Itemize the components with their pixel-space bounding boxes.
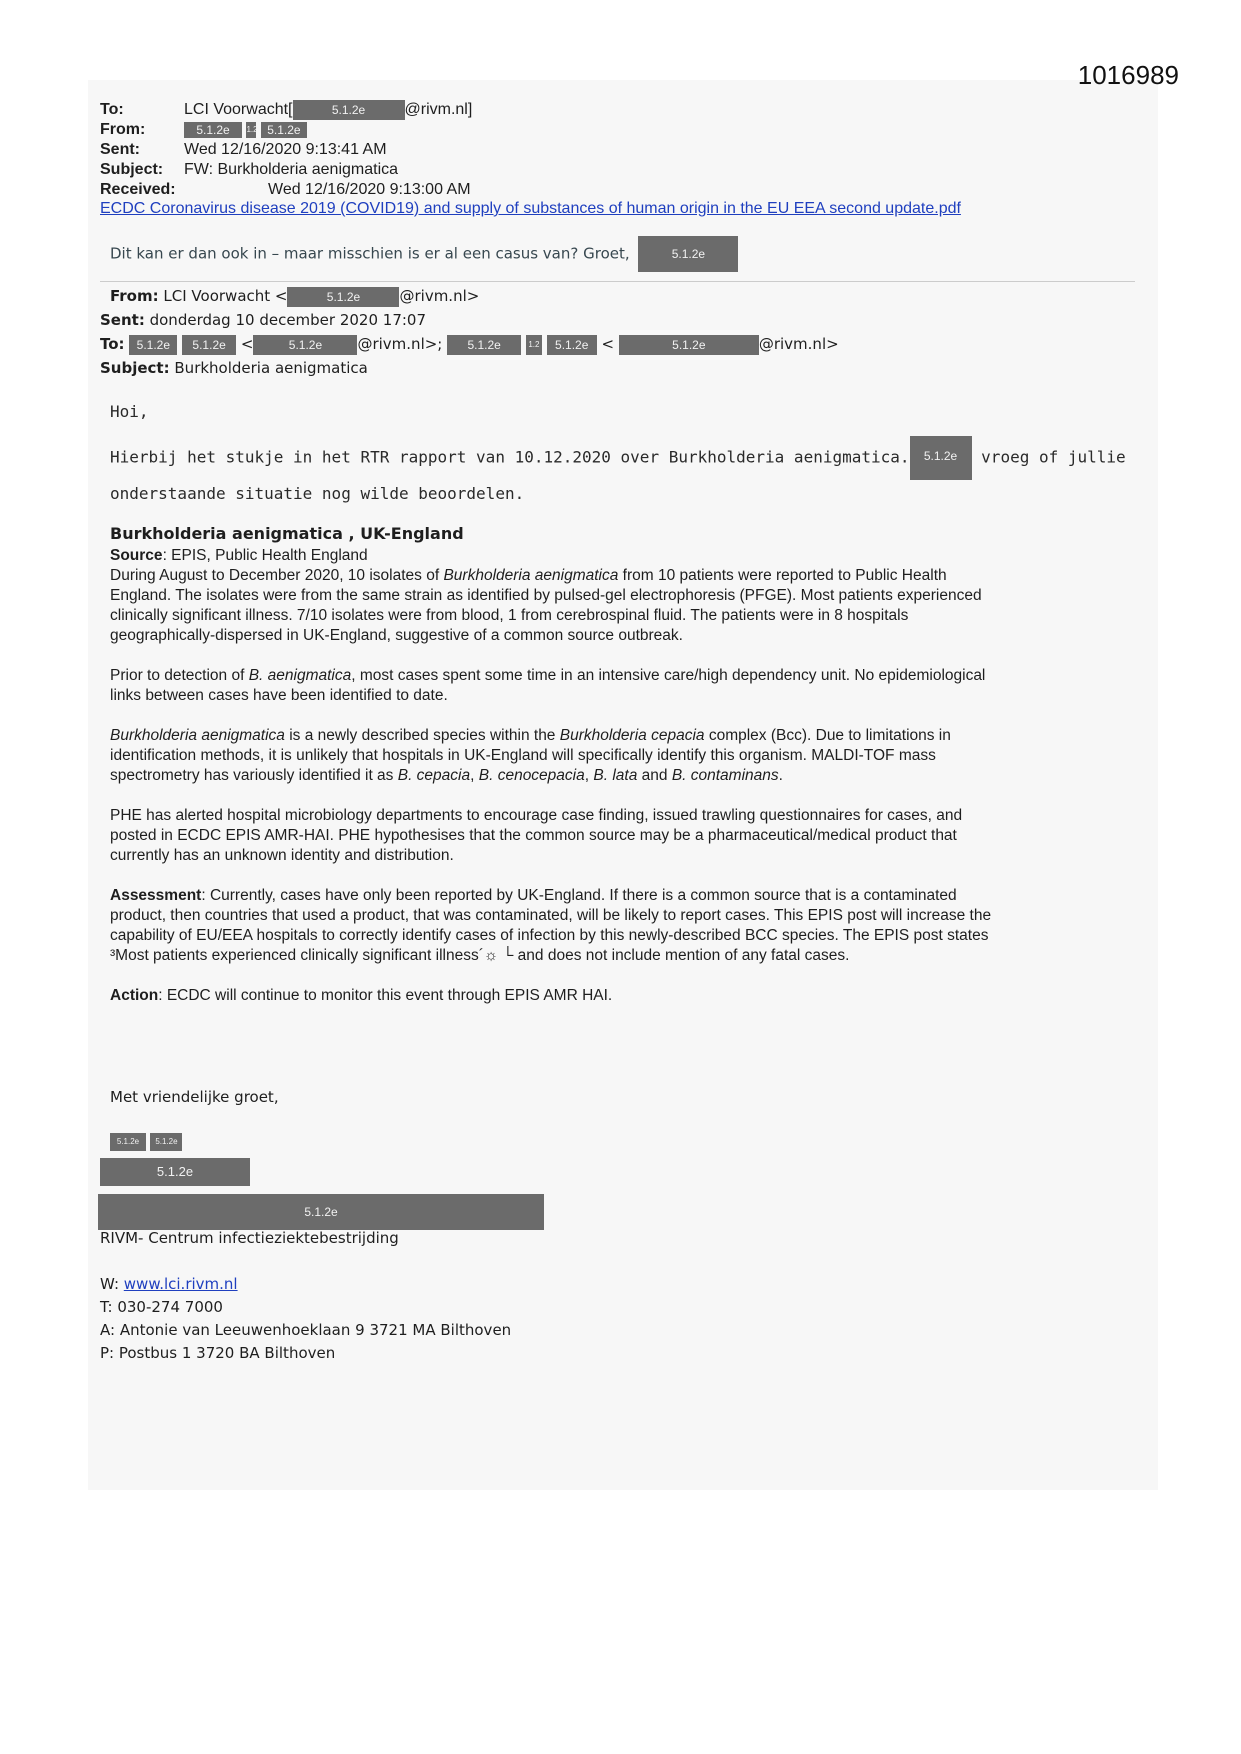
to-prefix: LCI Voorwacht[ — [184, 101, 293, 119]
redaction-box: 5.1.2e — [261, 122, 307, 138]
intro-text: Dit kan er dan ook in – maar misschien is er al een casus van? Groet, — [110, 244, 630, 263]
email-header — [100, 100, 472, 200]
redaction-box: 5.1.2e — [110, 1133, 146, 1151]
document-number: 1016989 — [1077, 60, 1179, 90]
to-label: To: — [100, 101, 124, 119]
signature-redaction-name — [100, 1158, 250, 1186]
report-paragraph-3 — [110, 726, 1010, 786]
redaction-box: 5.1.2e — [100, 1158, 250, 1186]
attachment-link[interactable]: ECDC Coronavirus disease 2019 (COVID19) and supply of substances of human origin in the EU EEA second update.pdf — [100, 200, 961, 217]
message-greeting: Hoi, — [110, 402, 149, 421]
redaction-box: 5.1.2e — [253, 335, 357, 355]
redaction-box: 5.1.2e — [638, 236, 738, 272]
fw-to-label: To: — [100, 335, 125, 353]
fw-sent-row — [100, 308, 839, 332]
fw-from-prefix: LCI Voorwacht < — [163, 287, 288, 305]
signature-postbus: P: Postbus 1 3720 BA Bilthoven — [100, 1344, 336, 1362]
report-paragraph-1 — [110, 566, 1010, 646]
p1-italic: Burkholderia aenigmatica — [443, 567, 619, 584]
signature-redaction-title — [98, 1194, 544, 1230]
message-line-2: onderstaande situatie nog wilde beoordelen. — [110, 484, 525, 503]
subject-value: FW: Burkholderia aenigmatica — [184, 161, 399, 178]
fw-to-lt-2: < — [601, 335, 615, 353]
message-line-1 — [110, 436, 1126, 480]
p3-italic-4: B. cenocepacia — [478, 767, 585, 784]
fw-subject-row — [100, 356, 839, 380]
message-line-1a: Hierbij het stukje in het RTR rapport van 10.12.2020 over Burkholderia aenigmatica. — [110, 447, 910, 467]
assessment-label: Assessment — [110, 887, 202, 904]
report-assessment — [110, 886, 1010, 966]
received-label: Received: — [100, 181, 176, 198]
redaction-box: 5.1.2e — [910, 436, 972, 480]
header-from-row — [100, 120, 472, 140]
report-source — [110, 546, 1010, 566]
website-label: W: — [100, 1275, 124, 1293]
spacer — [100, 1250, 511, 1273]
fw-from-label: From: — [110, 287, 159, 305]
p3-text-e: and — [637, 767, 672, 784]
fw-to-lt: < — [240, 335, 254, 353]
redaction-box-small: 1.2 — [526, 335, 542, 355]
action-label: Action — [110, 987, 159, 1004]
message-line-1b: vroeg of jullie — [981, 447, 1126, 467]
report-action — [110, 986, 1010, 1006]
redaction-box-small: 1.2 — [246, 122, 256, 138]
redaction-box: 5.1.2e — [150, 1133, 182, 1151]
report-title — [110, 524, 1010, 544]
source-label: Source — [110, 547, 163, 564]
report-paragraph-2 — [110, 666, 1010, 706]
message-intro — [110, 436, 1126, 508]
p3-italic-2: Burkholderia cepacia — [559, 727, 705, 744]
website-link[interactable]: www.lci.rivm.nl — [123, 1275, 238, 1293]
p3-text-c: , — [470, 767, 479, 784]
sent-label: Sent: — [100, 141, 140, 158]
intro-message — [110, 236, 738, 272]
header-received-row — [100, 180, 472, 200]
p2-italic: B. aenigmatica — [248, 667, 352, 684]
report-title-main: Burkholderia aenigmatica — [110, 524, 343, 543]
p3-italic-5: B. lata — [593, 767, 638, 784]
fw-to-end: @rivm.nl> — [758, 335, 839, 353]
divider — [100, 281, 1135, 282]
fw-sent-label: Sent: — [100, 311, 145, 329]
source-value: : EPIS, Public Health England — [162, 547, 368, 564]
p3-text-f: . — [778, 767, 783, 784]
redaction-box: 5.1.2e — [98, 1194, 544, 1230]
fw-subject-value: Burkholderia aenigmatica — [174, 359, 368, 377]
from-label: From: — [100, 121, 146, 138]
closing: Met vriendelijke groet, — [110, 1088, 279, 1106]
signature-address: A: Antonie van Leeuwenhoeklaan 9 3721 MA Bilthoven — [100, 1321, 512, 1339]
signature-org: RIVM- Centrum infectieziektebestrijding — [100, 1229, 399, 1247]
sent-value: Wed 12/16/2020 9:13:41 AM — [184, 141, 387, 158]
redaction-box: 5.1.2e — [619, 335, 759, 355]
fw-sent-value: donderdag 10 december 2020 17:07 — [149, 311, 427, 329]
p2-text-a: Prior to detection of — [110, 667, 249, 684]
p2-text-b: , most cases spent some time in an intensive care/high dependency unit. No epidemiological links between cases have been identified to date. — [110, 667, 986, 704]
signature-contact — [100, 1227, 511, 1365]
assessment-text: : Currently, cases have only been reported by UK-England. If there is a common source that is a contaminated product, then countries that used a product, that was contaminated, will be likely to report cases. This EPIS post will increase the capability of EU/EEA hospitals to correctly identify cases of infection by this newly-described BCC species. The EPIS post states ³Most patients experienced clinically significant illness´☼ └ and does not include mention of any fatal cases. — [110, 887, 992, 964]
fw-subject-label: Subject: — [100, 359, 170, 377]
redaction-box: 5.1.2e — [129, 335, 177, 355]
fw-from-row — [100, 284, 839, 308]
redaction-box: 5.1.2e — [547, 335, 597, 355]
signature-phone: T: 030-274 7000 — [100, 1298, 223, 1316]
report-body — [110, 524, 1010, 1026]
received-value: Wed 12/16/2020 9:13:00 AM — [268, 181, 471, 198]
p3-italic-6: B. contaminans — [671, 767, 779, 784]
redaction-box: 5.1.2e — [184, 122, 242, 138]
p3-text-d: , — [584, 767, 594, 784]
p3-italic-3: B. cepacia — [397, 767, 471, 784]
header-sent-row — [100, 140, 472, 160]
redaction-box: 5.1.2e — [182, 335, 236, 355]
forwarded-header — [100, 284, 839, 380]
p1-text-a: During August to December 2020, 10 isolates of — [110, 567, 444, 584]
report-paragraph-4: PHE has alerted hospital microbiology departments to encourage case finding, issued trawling questionnaires for cases, and posted in ECDC EPIS AMR-HAI. PHE hypothesises that the common source may be a pharmaceutical/medical product that currently has an unknown identity and distribution. — [110, 807, 963, 864]
redaction-box: 5.1.2e — [447, 335, 521, 355]
header-to-row — [100, 100, 472, 120]
to-suffix: @rivm.nl] — [404, 101, 473, 119]
fw-to-row — [100, 332, 839, 356]
signature-website-row — [100, 1273, 511, 1296]
redaction-box: 5.1.2e — [293, 100, 405, 120]
redaction-box: 5.1.2e — [287, 287, 399, 307]
fw-from-suffix: @rivm.nl> — [399, 287, 480, 305]
p3-italic-1: Burkholderia aenigmatica — [110, 727, 285, 744]
report-title-suffix: , UK-England — [348, 524, 464, 543]
subject-label: Subject: — [100, 161, 164, 178]
fw-to-mid: @rivm.nl>; — [357, 335, 443, 353]
action-text: : ECDC will continue to monitor this event through EPIS AMR HAI. — [158, 987, 613, 1004]
header-subject-row — [100, 160, 472, 180]
signature-redactions-row — [110, 1133, 182, 1151]
p3-text-a: is a newly described species within the — [284, 727, 560, 744]
p1-text-b: from 10 patients were reported to Public Health England. The isolates were from the same strain as identified by pulsed-gel electrophoresis (PFGE). Most patients experienced clinically significant illness. 7/10 isolates were from blood, 1 from cerebrospinal fluid. The patients were in 8 hospitals geographically-dispersed in UK-England, suggestive of a common source outbreak. — [110, 567, 982, 644]
p3-text-b: complex (Bcc). Due to limitations in identification methods, it is unlikely that hospitals in UK-England will specifically identify this organism. MALDI-TOF mass spectrometry has variously identified it as — [110, 727, 951, 784]
